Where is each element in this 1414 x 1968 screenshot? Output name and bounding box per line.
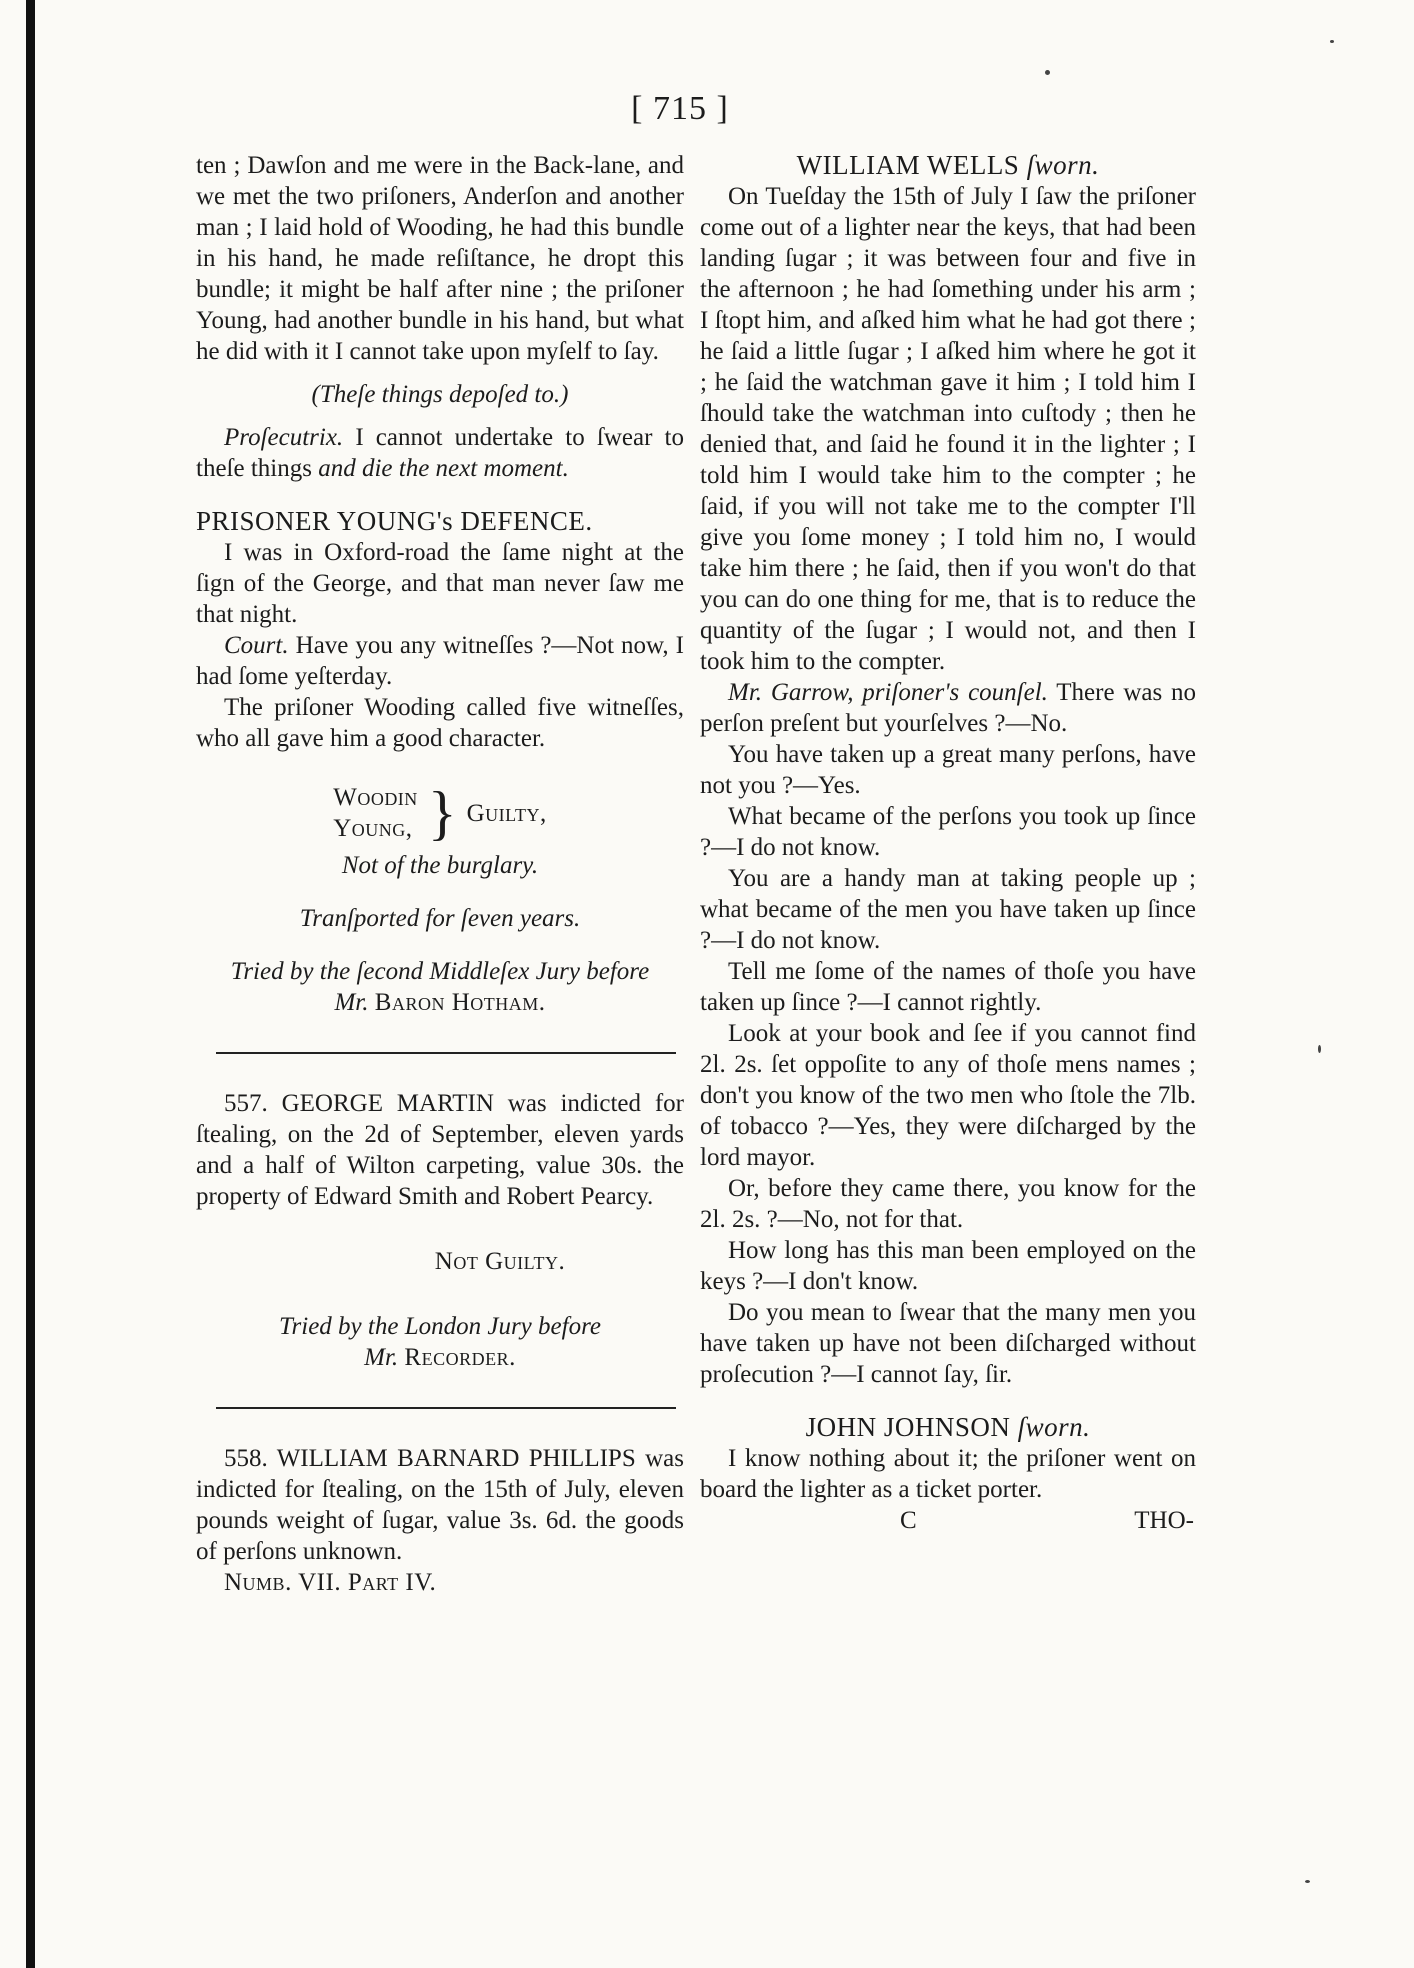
ink-speck	[1330, 40, 1334, 43]
title-abbrev: Mr.	[334, 989, 369, 1016]
sworn-label: ſworn.	[1026, 150, 1100, 180]
defendant-name: Woodin	[333, 784, 418, 811]
sentence: Tranſported for ſeven years.	[299, 905, 581, 932]
ink-speck	[1045, 70, 1050, 75]
cross-exam-line: What became of the perſons you took up ſince ?—I do not know.	[700, 803, 1196, 861]
right-column	[700, 150, 1196, 1536]
witness-name: WILLIAM WELLS	[796, 150, 1020, 180]
testimony-paragraph: ten ; Dawſon and me were in the Back-lane, and we met the two priſoners, Anderſon and another man ; I laid hold of Wooding, he had this bundle in his hand, he made reſiſtance, he dropt this bundle; it might be half after nine ; the priſoner Young, had another bundle in his hand, but what he did with it I cannot take upon myſelf to ſay.	[196, 152, 684, 365]
left-column	[196, 150, 684, 1598]
case-text: was indicted for ſtealing, on the 15th of July, eleven pounds weight of ſugar, value 3s. 6d. the goods of perſons unknown.	[196, 1445, 684, 1565]
title-abbrev: Mr.	[364, 1344, 399, 1371]
page-number: [ 715 ]	[631, 90, 729, 127]
defendant-name: GEORGE MARTIN	[281, 1090, 494, 1117]
jury-line: Tried by the London Jury before	[279, 1313, 601, 1340]
verdict-result: Guilty,	[466, 799, 547, 827]
case-number: 558.	[224, 1445, 268, 1472]
cross-exam-line: Tell me ſome of the names of thoſe you have taken up ſince ?—I cannot rightly.	[700, 958, 1196, 1016]
statement-italic: and die the next moment.	[318, 455, 569, 482]
verdict-note: Not of the burglary.	[341, 852, 539, 879]
cross-exam-line: How long has this man been employed on the keys ?—I don't know.	[700, 1237, 1196, 1295]
case-text: was indicted for ſtealing, on the 2d of September, eleven yards and a half of Wilton carpeting, value 30s. the property of Edward Smith and Robert Pearcy.	[196, 1090, 684, 1210]
defence-heading: PRISONER YOUNG's DEFENCE.	[196, 506, 593, 536]
ink-speck	[1305, 1880, 1310, 1883]
witness-heading	[700, 1412, 1196, 1443]
defendant-name: WILLIAM BARNARD PHILLIPS	[276, 1445, 636, 1472]
cross-exam-line: Or, before they came there, you know for the 2l. 2s. ?—No, not for that.	[700, 1175, 1196, 1233]
johnson-testimony: I know nothing about it; the priſoner went on board the lighter as a ticket porter.	[700, 1445, 1196, 1503]
speaker-label: Mr. Garrow, priſoner's counſel.	[728, 679, 1048, 706]
defence-text: I was in Oxford-road the ſame night at the ſign of the George, and that man never ſaw me that night.	[196, 539, 684, 628]
sworn-label: ſworn.	[1017, 1412, 1091, 1442]
garrow-question	[700, 677, 1196, 739]
jury-line: Tried by the ſecond Middleſex Jury before	[230, 958, 650, 985]
speaker-label: Proſecutrix.	[224, 424, 344, 451]
defendant-name: Young,	[333, 815, 413, 842]
cross-exam-line: You are a handy man at taking people up ; what became of the men you have taken up ſince ?—I do not know.	[700, 865, 1196, 954]
judge-name: Recorder.	[404, 1344, 516, 1371]
cross-exam-line: You have taken up a great many perſons, have not you ?—Yes.	[700, 741, 1196, 799]
case-number: 557.	[224, 1090, 268, 1117]
judge-line	[196, 987, 684, 1018]
witnesses-note: The priſoner Wooding called five witneſſes, who all gave him a good character.	[196, 694, 684, 752]
witness-heading	[700, 150, 1196, 181]
judge-name: Baron Hotham.	[374, 989, 546, 1016]
cross-exam-line: Do you mean to ſwear that the many men you have taken up have not been diſcharged without proſecution ?—I cannot ſay, ſir.	[700, 1299, 1196, 1388]
court-question	[196, 630, 684, 692]
speaker-label: Court.	[224, 632, 289, 659]
signature-mark: C	[900, 1507, 917, 1534]
wells-testimony: On Tueſday the 15th of July I ſaw the priſoner come out of a lighter near the keys, that had been landing ſugar ; it was between four and five in the afternoon ; he had ſomething under his arm ; I ſtopt him, and aſked him what he had got there ; he ſaid a little ſugar ; I aſked him where he got it ; he ſaid the watchman gave it him ; I told him I ſhould take the watchman into cuſtody ; then he denied that, and ſaid he found it in the lighter ; I told him I would take him to the compter ; he ſaid, if you will not take me to the compter I'll give you ſome money ; I told him no, I would take him there ; he ſaid, then if you won't do that you can do one thing for me, that is to reduce the quantity of the ſugar ; I would not, and then I took him to the compter.	[700, 183, 1196, 675]
signature-footer: Numb. VII. Part IV.	[224, 1569, 437, 1596]
statement-text: There was no perſon preſent but yourſelves ?—No.	[700, 679, 1197, 737]
cross-exam-line: Look at your book and ſee if you cannot find 2l. 2s. ſet oppoſite to any of thoſe mens names ; don't you know of the two men who ſtole the 7lb. of tobacco ?—Yes, they were diſcharged by the lord mayor.	[700, 1020, 1196, 1171]
judge-line	[196, 1342, 684, 1373]
ink-speck	[1318, 1045, 1321, 1053]
case-558	[196, 1443, 684, 1567]
statement-text: I cannot undertake to ſwear to theſe things	[196, 424, 684, 482]
witness-name: JOHN JOHNSON	[805, 1412, 1011, 1442]
brace-glyph: }	[427, 780, 457, 846]
page-footer-marks	[700, 1505, 1196, 1536]
case-557-verdict: Not Guilty.	[434, 1248, 566, 1275]
deposed-note: (Theſe things depoſed to.)	[311, 381, 569, 408]
prosecutrix-statement	[196, 422, 684, 484]
page-edge-shadow	[26, 0, 35, 1968]
case-557	[196, 1088, 684, 1212]
statement-text: Have you any witneſſes ?—Not now, I had ſome yeſterday.	[196, 632, 684, 690]
verdict-block	[196, 782, 684, 844]
catchword: THO-	[1134, 1507, 1194, 1534]
